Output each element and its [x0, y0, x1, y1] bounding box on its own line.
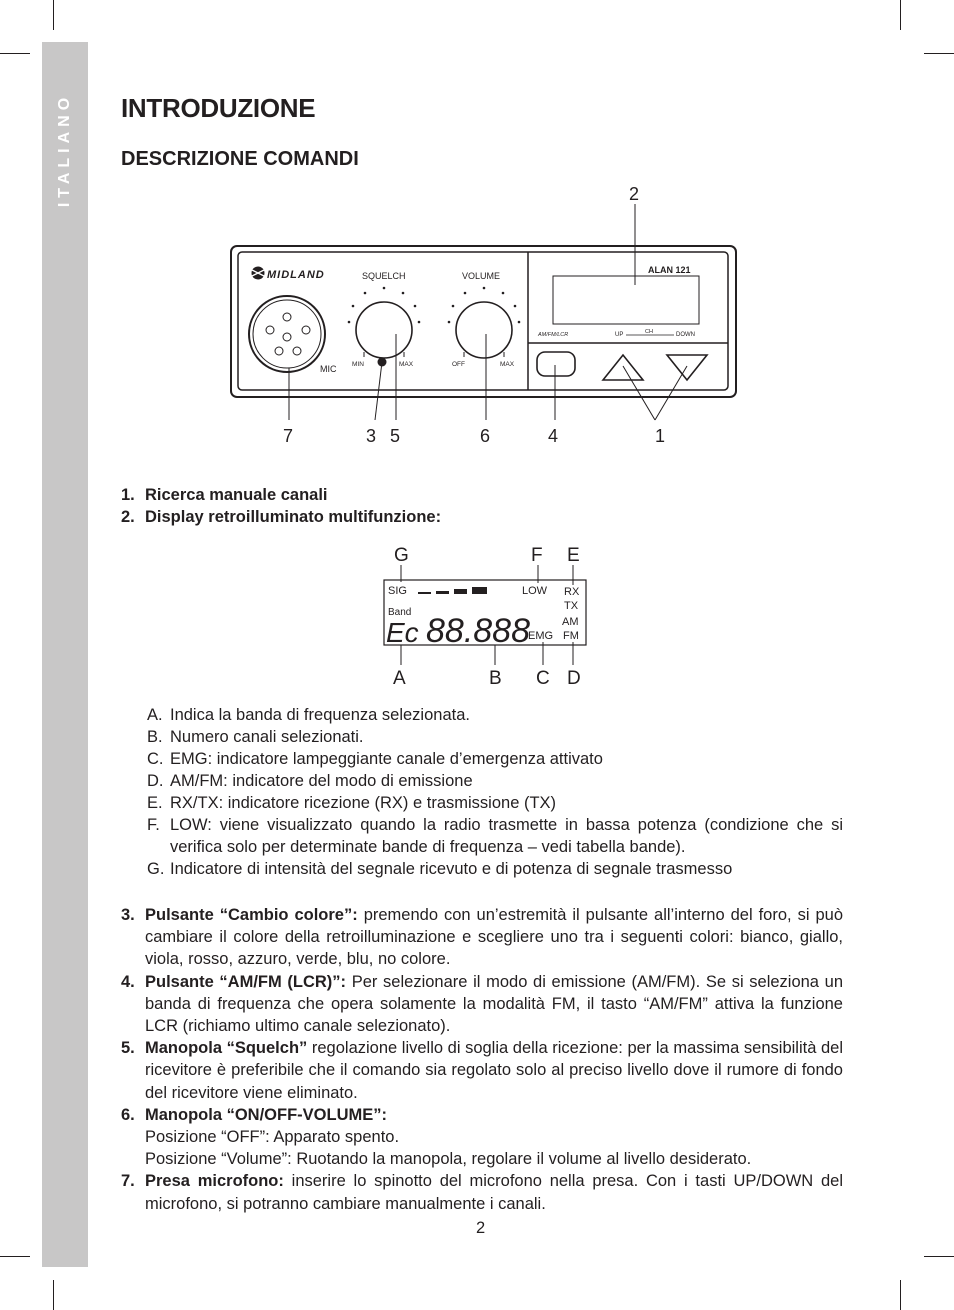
lcd-callout-f: F — [531, 545, 543, 566]
list-number: 7. — [121, 1172, 135, 1191]
lcd-band: Band — [388, 607, 412, 618]
item-text: Posizione “OFF”: Apparato spento. — [145, 1128, 400, 1147]
lcd-sig: SIG — [388, 585, 407, 597]
legend-item — [147, 792, 843, 814]
callout-2: 2 — [629, 184, 640, 204]
ch-label: CH — [645, 329, 653, 335]
callout-6: 6 — [480, 426, 491, 446]
list-item — [121, 971, 843, 1038]
volume-off-label: OFF — [452, 361, 465, 368]
squelch-max-label: MAX — [399, 361, 414, 368]
volume-max-label: MAX — [500, 361, 515, 368]
amfm-lcr-label: AM/FM/LCR — [538, 332, 569, 338]
list-number: 2. — [121, 508, 135, 526]
squelch-label: SQUELCH — [362, 271, 406, 281]
sidebar-language-label: ITALIANO — [56, 92, 73, 208]
legend-item — [147, 748, 843, 770]
legend-key: B. — [147, 728, 163, 746]
lcd-callout-d: D — [567, 668, 581, 689]
lcd-legend-list — [147, 704, 843, 880]
callout-3: 3 — [366, 426, 377, 446]
item-text: Posizione “Volume”: Ruotando la manopola, regolare il volume al livello desiderato. — [145, 1150, 752, 1169]
list-item — [121, 1037, 843, 1104]
down-label: DOWN — [676, 332, 695, 338]
crop-mark — [924, 1256, 954, 1257]
list-item — [121, 1104, 843, 1171]
mic-label: MIC — [320, 364, 337, 374]
lcd-emg: EMG — [528, 630, 554, 642]
signal-bars — [418, 587, 487, 594]
list-number: 3. — [121, 906, 135, 924]
legend-item — [147, 704, 843, 726]
list-number: 4. — [121, 972, 135, 991]
legend-text: AM/FM: indicatore del modo di emissione — [170, 772, 473, 790]
legend-key: A. — [147, 706, 163, 724]
list-text: Ricerca manuale canali — [145, 486, 328, 504]
legend-key: D. — [147, 772, 164, 790]
item-label: Manopola “Squelch” — [145, 1039, 308, 1058]
legend-text: RX/TX: indicatore ricezione (RX) e trasmissione (TX) — [170, 794, 557, 812]
item-text: inserire lo spinotto del microfono nella presa. Con i tasti UP/DOWN del microfono, si potranno cambiare manualmente i canali. — [145, 1172, 843, 1213]
lcd-callout-b: B — [489, 668, 502, 689]
callout-4: 4 — [548, 426, 559, 446]
callout-7: 7 — [283, 426, 294, 446]
item-text: premendo con un’estremità il pulsante all’interno del foro, si può cambiare il colore della retroilluminazione e scegliere uno tra i seguenti colori: bianco, giallo, viola, rosso, azzuro, verde, blu, no colore. — [145, 906, 843, 969]
legend-text: LOW: viene visualizzato quando la radio trasmette in bassa potenza (condizione che si verifica solo per determinate bande di frequenza – vedi tabella bande). — [170, 816, 843, 856]
crop-mark — [0, 1256, 30, 1257]
brand-logo-text: MIDLAND — [267, 269, 325, 281]
crop-mark — [900, 1280, 901, 1310]
lcd-tx: TX — [564, 600, 579, 612]
item-label: Manopola “ON/OFF-VOLUME”: — [145, 1105, 387, 1124]
legend-item — [147, 726, 843, 748]
crop-mark — [53, 1280, 54, 1310]
callout-1: 1 — [655, 426, 666, 446]
volume-label: VOLUME — [462, 271, 501, 281]
legend-item — [147, 814, 843, 858]
callout-5: 5 — [390, 426, 401, 446]
lcd-low: LOW — [522, 585, 548, 597]
up-label: UP — [615, 332, 624, 338]
lcd-rx: RX — [564, 586, 580, 598]
page-title: INTRODUZIONE — [121, 93, 316, 123]
legend-item — [147, 858, 843, 880]
list-number: 6. — [121, 1105, 135, 1124]
controls-description-list — [121, 904, 843, 1215]
lcd-callout-c: C — [536, 668, 550, 689]
squelch-min-label: MIN — [352, 361, 364, 368]
list-text: Display retroilluminato multifunzione: — [145, 508, 442, 526]
item-text: Per selezionare il modo di emissione (AM/FM). Se si seleziona un banda di frequenza che opera solamente la modalità FM, il tasto “AM/FM” attiva la funzione LCR (richiamo ultimo canale selezionato). — [145, 972, 843, 1036]
item-label: Pulsante “AM/FM (LCR)”: — [145, 972, 347, 991]
lcd-callout-e: E — [567, 545, 580, 566]
legend-key: F. — [147, 816, 160, 834]
lcd-band-digits: Ec — [386, 617, 419, 648]
legend-item — [147, 770, 843, 792]
list-item — [121, 1170, 843, 1214]
item-label: Presa microfono: — [145, 1172, 284, 1191]
lcd-callout-a: A — [393, 668, 406, 689]
item-text: regolazione livello di soglia della ricezione: per la massima sensibilità del ricevitore è preferibile che il comando sia regolato solo al preciso livello dove il rumore di fondo del ricevitore viene eliminato. — [145, 1039, 844, 1102]
legend-key: E. — [147, 794, 163, 812]
legend-text: Numero canali selezionati. — [170, 728, 364, 746]
page-number: 2 — [476, 1219, 486, 1237]
list-item — [121, 904, 843, 971]
legend-text: Indicatore di intensità del segnale ricevuto e di potenza di segnale trasmesso — [170, 860, 733, 878]
lcd-fm: FM — [563, 630, 579, 642]
item-label: Pulsante “Cambio colore”: — [145, 906, 358, 924]
list-number: 5. — [121, 1039, 135, 1058]
lcd-channel-digits: 88.888 — [426, 612, 530, 650]
legend-text: Indica la banda di frequenza selezionata. — [170, 706, 470, 724]
model-label: ALAN 121 — [648, 265, 691, 275]
legend-text: EMG: indicatore lampeggiante canale d’emergenza attivato — [170, 750, 603, 768]
list-number: 1. — [121, 486, 135, 504]
legend-key: G. — [147, 860, 165, 878]
section-title: DESCRIZIONE COMANDI — [121, 148, 359, 170]
lcd-am: AM — [562, 616, 579, 628]
lcd-callout-g: G — [394, 545, 409, 566]
legend-key: C. — [147, 750, 164, 768]
